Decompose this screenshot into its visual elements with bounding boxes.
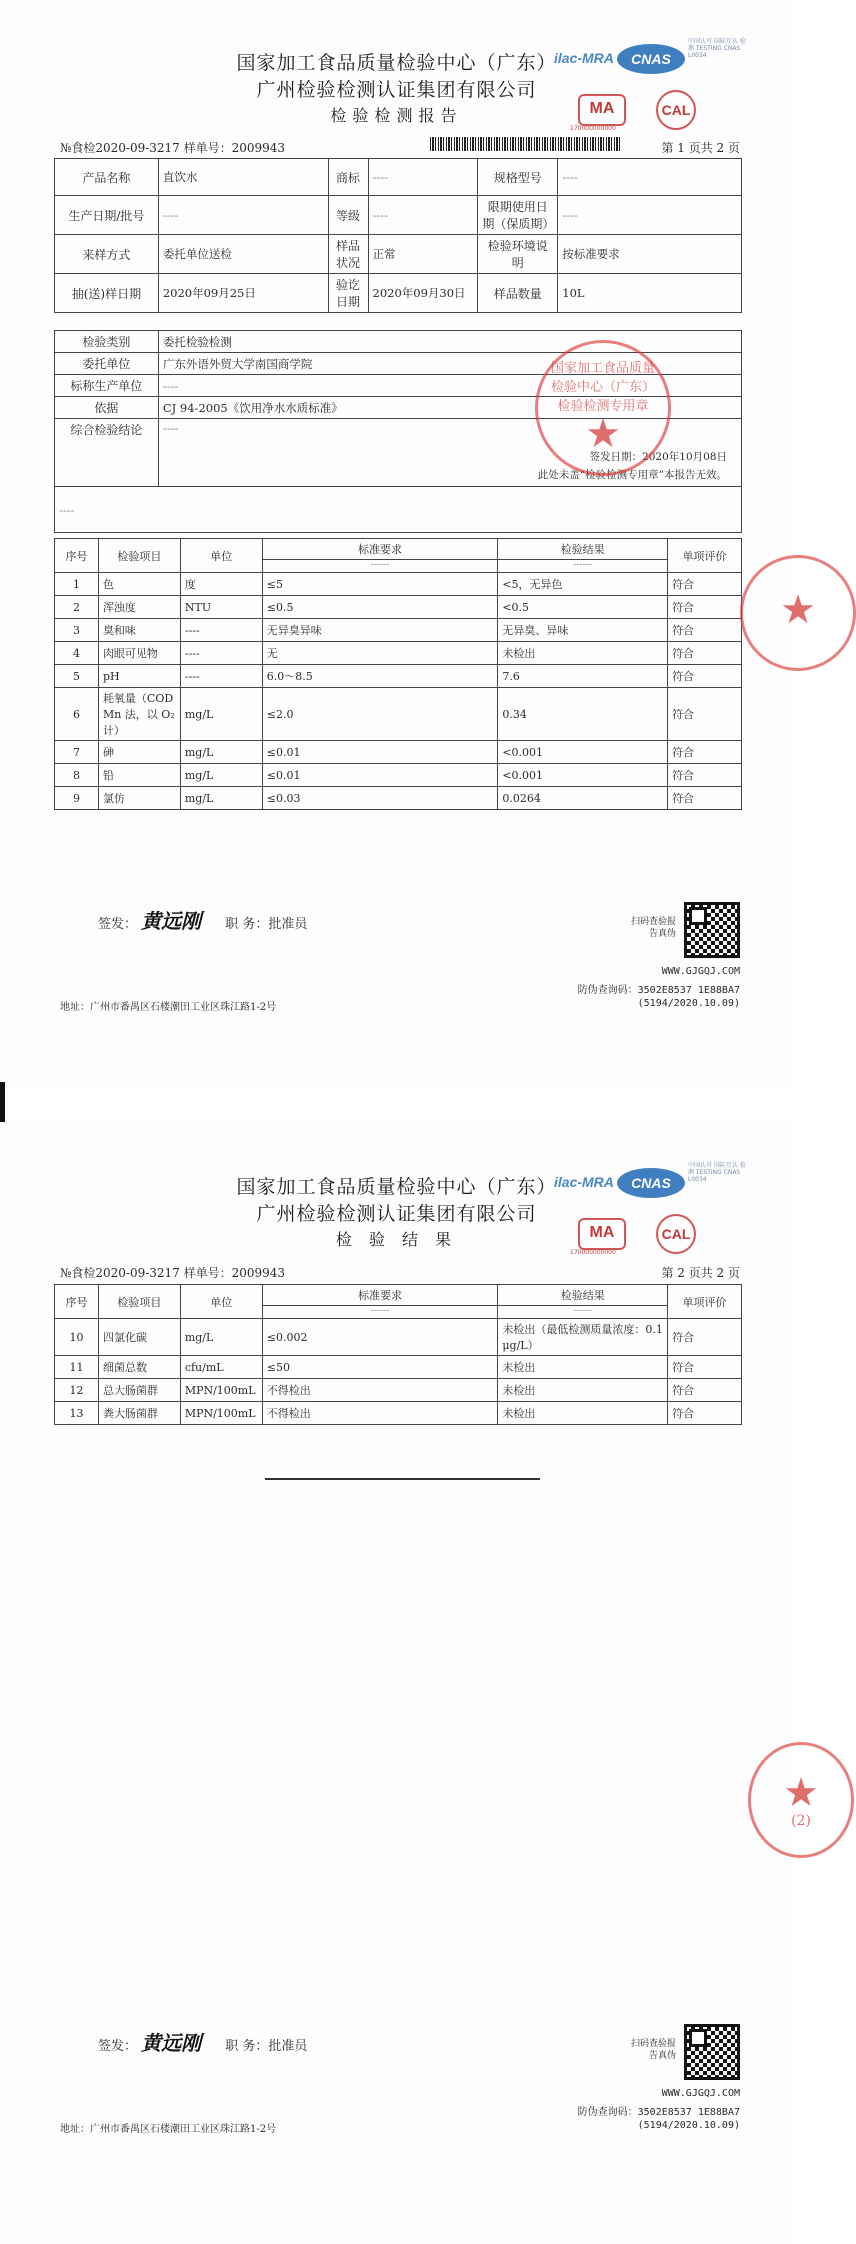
cell-std: 不得检出 — [262, 1379, 498, 1402]
cell-no: 11 — [55, 1356, 99, 1379]
table-row — [55, 787, 742, 810]
accreditation-logos — [548, 30, 748, 130]
cell-result: 7.6 — [498, 665, 668, 688]
spec: ---- — [558, 159, 742, 196]
col-result — [498, 539, 668, 573]
cell-no: 7 — [55, 741, 99, 764]
table-row — [55, 688, 742, 741]
table-row — [55, 619, 742, 642]
stamp-star-icon: ★ — [780, 587, 816, 633]
cell-item: 浑浊度 — [98, 596, 180, 619]
edge-mark — [0, 1082, 5, 1124]
table-row — [55, 573, 742, 596]
ma-number: 170000000000 — [570, 1249, 616, 1256]
cell-eval: 符合 — [668, 573, 742, 596]
cell-result: 未检出 — [498, 1379, 668, 1402]
cell-eval: 符合 — [668, 1356, 742, 1379]
type: 委托检验检测 — [158, 331, 741, 353]
stamp-star-icon: ★ — [585, 411, 621, 457]
header-line-1: 国家加工食品质量检验中心（广东） — [236, 52, 557, 74]
cnas-caption: 中国认可 国际互认 检测 TESTING CNAS L0034 — [688, 1162, 746, 1183]
cell-item: 总大肠菌群 — [98, 1379, 180, 1402]
stamp-star-icon: ★ — [783, 1770, 819, 1816]
ma-logo: MA — [578, 1218, 626, 1250]
ma-logo: MA — [578, 94, 626, 126]
qty: 10L — [558, 274, 742, 313]
table-row — [55, 596, 742, 619]
results-header-row — [55, 539, 742, 573]
product-name-label: 产品名称 — [55, 159, 159, 196]
cell-no: 10 — [55, 1319, 99, 1356]
cell-result: <0.001 — [498, 764, 668, 787]
cell-unit: mg/L — [180, 1319, 262, 1356]
cell-eval: 符合 — [668, 642, 742, 665]
cell-no: 4 — [55, 642, 99, 665]
cell-result: <0.5 — [498, 596, 668, 619]
cell-std: ≤0.5 — [262, 596, 498, 619]
report-page-2 — [0, 1122, 819, 2244]
spec-label: 规格型号 — [478, 159, 558, 196]
cell-item: 肉眼可见物 — [98, 642, 180, 665]
client-label: 委托单位 — [55, 353, 159, 375]
col-item: 检验项目 — [98, 1285, 180, 1319]
cell-std: 不得检出 — [262, 1402, 498, 1425]
cell-no: 5 — [55, 665, 99, 688]
cell-unit: ---- — [180, 665, 262, 688]
sample-info-table — [54, 158, 742, 313]
table-row — [55, 1319, 742, 1356]
results-header-row — [55, 1285, 742, 1319]
product-name: 直饮水 — [158, 159, 328, 196]
svg-text:CNAS: CNAS — [631, 1175, 671, 1191]
table-row — [55, 1402, 742, 1425]
results-body-page1 — [55, 573, 742, 810]
cell-unit: mg/L — [180, 787, 262, 810]
col-result-title: 检验结果 — [560, 543, 605, 556]
results-table-page1 — [54, 538, 742, 810]
col-unit: 单位 — [180, 1285, 262, 1319]
sampling: 委托单位送检 — [158, 235, 328, 274]
shelf: ---- — [558, 196, 742, 235]
cell-item: 耗氧量（COD Mn 法，以 O₂ 计） — [98, 688, 180, 741]
type-label: 检验类别 — [55, 331, 159, 353]
cell-unit: NTU — [180, 596, 262, 619]
basis-label: 依据 — [55, 397, 159, 419]
cell-unit: MPN/100mL — [180, 1402, 262, 1425]
conclusion-label: 综合检验结论 — [55, 419, 159, 487]
sign-label: 签发： — [98, 917, 138, 932]
qr-caption: 扫码查验报告真伪 — [630, 2039, 676, 2061]
sample-state-label: 样品状况 — [328, 235, 368, 274]
date: 2020年09月25日 — [158, 274, 328, 313]
env: 按标准要求 — [558, 235, 742, 274]
cell-item: pH — [98, 665, 180, 688]
site: WWW.GJGQJ.COM — [661, 2088, 740, 2099]
col-eval: 单项评价 — [668, 539, 742, 573]
cell-no: 8 — [55, 764, 99, 787]
cell-item: 细菌总数 — [98, 1356, 180, 1379]
cell-result: 未检出（最低检测质量浓度：0.1 μg/L） — [498, 1319, 668, 1356]
cell-unit: mg/L — [180, 688, 262, 741]
done: 2020年09月30日 — [368, 274, 478, 313]
notice: 此处未盖“检验检测专用章”本报告无效。 — [537, 469, 727, 481]
cell-unit: ---- — [180, 642, 262, 665]
col-std — [262, 539, 498, 573]
col-result-sub: ------ — [498, 559, 667, 570]
cell-item: 粪大肠菌群 — [98, 1402, 180, 1425]
date-label: 抽(送)样日期 — [55, 274, 159, 313]
col-no: 序号 — [55, 539, 99, 573]
cell-unit: mg/L — [180, 764, 262, 787]
trademark-label: 商标 — [328, 159, 368, 196]
env-label: 检验环境说明 — [478, 235, 558, 274]
cell-eval: 符合 — [668, 764, 742, 787]
cell-std: ≤5 — [262, 573, 498, 596]
cell-eval: 符合 — [668, 619, 742, 642]
cell-no: 3 — [55, 619, 99, 642]
col-std-sub: ------ — [263, 559, 498, 570]
cell-item: 砷 — [98, 741, 180, 764]
cell-item: 铅 — [98, 764, 180, 787]
page-gap — [0, 1085, 793, 1122]
col-unit: 单位 — [180, 539, 262, 573]
grade-label: 等级 — [328, 196, 368, 235]
cell-std: ≤0.002 — [262, 1319, 498, 1356]
table-row — [55, 1356, 742, 1379]
cell-std: ≤50 — [262, 1356, 498, 1379]
signature: 黄远刚 — [141, 909, 202, 933]
cell-unit: 度 — [180, 573, 262, 596]
ilac-logo: ilac-MRA — [554, 50, 614, 66]
report-number: №食检2020-09-3217 样单号：2009943 — [60, 1266, 286, 1280]
cell-std: 无异臭异味 — [262, 619, 498, 642]
col-result — [498, 1285, 668, 1319]
sample-state: 正常 — [368, 235, 478, 274]
version: (5194/2020.10.09) — [637, 2120, 740, 2131]
issue-date: 签发日期：2020年10月08日 — [589, 451, 727, 463]
svg-text:CNAS: CNAS — [631, 51, 671, 67]
cell-item: 氯仿 — [98, 787, 180, 810]
trademark: ---- — [368, 159, 478, 196]
col-std-title: 标准要求 — [358, 1289, 403, 1302]
cell-unit: ---- — [180, 619, 262, 642]
cell-item: 色 — [98, 573, 180, 596]
maker: ---- — [158, 375, 741, 397]
info-row — [55, 159, 742, 196]
results-title: 检 验 结 果 — [335, 1230, 458, 1249]
col-result-sub: ------ — [498, 1305, 667, 1316]
table-row — [55, 764, 742, 787]
cell-result: 0.34 — [498, 688, 668, 741]
report-page-1 — [0, 0, 816, 1122]
cell-std: 无 — [262, 642, 498, 665]
cell-eval: 符合 — [668, 665, 742, 688]
cal-logo: CAL — [656, 90, 696, 130]
col-std-title: 标准要求 — [358, 543, 403, 556]
cell-std: ≤0.01 — [262, 741, 498, 764]
stamp-text: 国家加工食品质量检验中心（广东）检验检测专用章 — [550, 361, 655, 414]
cell-unit: cfu/mL — [180, 1356, 262, 1379]
signer-role: 职 务：批准员 — [225, 2039, 308, 2054]
cell-unit: mg/L — [180, 741, 262, 764]
cell-item: 臭和味 — [98, 619, 180, 642]
col-no: 序号 — [55, 1285, 99, 1319]
info-row — [55, 235, 742, 274]
cell-no: 1 — [55, 573, 99, 596]
prod-date-label: 生产日期/批号 — [55, 196, 159, 235]
cell-no: 13 — [55, 1402, 99, 1425]
official-stamp-partial — [740, 555, 856, 671]
col-result-title: 检验结果 — [560, 1289, 605, 1302]
cell-eval: 符合 — [668, 1402, 742, 1425]
table-row — [55, 642, 742, 665]
cell-unit: MPN/100mL — [180, 1379, 262, 1402]
maker-label: 标称生产单位 — [55, 375, 159, 397]
prod-date: ---- — [158, 196, 328, 235]
cell-std: ≤0.03 — [262, 787, 498, 810]
table-row — [55, 665, 742, 688]
blank-row: ---- — [55, 487, 742, 533]
cnas-logo — [616, 1166, 686, 1200]
info-row — [55, 274, 742, 313]
cell-no: 12 — [55, 1379, 99, 1402]
anti-fake-code: 防伪查询码：3502E8537 1E88BA7 — [577, 985, 740, 996]
header-line-2: 广州检验检测认证集团有限公司 — [256, 1203, 537, 1225]
sign-label: 签发： — [98, 2039, 138, 2054]
cell-eval: 符合 — [668, 688, 742, 741]
cell-result: 0.0264 — [498, 787, 668, 810]
cell-no: 2 — [55, 596, 99, 619]
header-line-1: 国家加工食品质量检验中心（广东） — [236, 1176, 557, 1198]
done-label: 验讫日期 — [328, 274, 368, 313]
report-number: №食检2020-09-3217 样单号：2009943 — [60, 141, 286, 155]
cell-no: 9 — [55, 787, 99, 810]
cell-eval: 符合 — [668, 1379, 742, 1402]
report-title: 检验检测报告 — [330, 106, 463, 125]
signature-block — [98, 2027, 307, 2056]
anti-fake-code: 防伪查询码：3502E8537 1E88BA7 — [577, 2107, 740, 2118]
cell-eval: 符合 — [668, 596, 742, 619]
stamp-mark: (2) — [791, 1813, 811, 1829]
cell-eval: 符合 — [668, 741, 742, 764]
table-row — [55, 741, 742, 764]
cal-logo: CAL — [656, 1214, 696, 1254]
col-std — [262, 1285, 498, 1319]
results-body-page2 — [55, 1319, 742, 1425]
address: 地址：广州市番禺区石楼潮田工业区珠江路1-2号 — [60, 1002, 277, 1013]
col-std-sub: ------ — [263, 1305, 498, 1316]
basis: CJ 94-2005《饮用净水水质标准》 — [158, 397, 741, 419]
signature: 黄远刚 — [141, 2031, 202, 2055]
version: (5194/2020.10.09) — [637, 998, 740, 1009]
header-line-2: 广州检验检测认证集团有限公司 — [256, 79, 537, 101]
cell-result: 无异臭、异味 — [498, 619, 668, 642]
cell-std: ≤0.01 — [262, 764, 498, 787]
page-indicator: 第 2 页共 2 页 — [661, 1266, 740, 1280]
cell-result: 未检出 — [498, 642, 668, 665]
grade: ---- — [368, 196, 478, 235]
cell-result: <0.001 — [498, 741, 668, 764]
col-eval: 单项评价 — [668, 1285, 742, 1319]
cell-item: 四氯化碳 — [98, 1319, 180, 1356]
cell-result: 未检出 — [498, 1356, 668, 1379]
site: WWW.GJGQJ.COM — [661, 966, 740, 977]
ma-number: 170000000000 — [570, 125, 616, 132]
official-stamp-partial — [748, 1742, 854, 1858]
cell-eval: 符合 — [668, 787, 742, 810]
ilac-logo: ilac-MRA — [554, 1174, 614, 1190]
address: 地址：广州市番禺区石楼潮田工业区珠江路1-2号 — [60, 2124, 277, 2135]
signature-block — [98, 905, 307, 934]
official-stamp — [535, 340, 671, 476]
accreditation-logos — [548, 1154, 748, 1254]
conclusion: ---- — [162, 421, 179, 435]
sampling-label: 来样方式 — [55, 235, 159, 274]
cnas-logo — [616, 42, 686, 76]
col-item: 检验项目 — [98, 539, 180, 573]
info-row — [55, 487, 742, 533]
cell-std: 6.0～8.5 — [262, 665, 498, 688]
shelf-label: 限期使用日期（保质期） — [478, 196, 558, 235]
cnas-caption: 中国认可 国际互认 检测 TESTING CNAS L0034 — [688, 38, 746, 59]
cell-result: 未检出 — [498, 1402, 668, 1425]
signer-role: 职 务：批准员 — [225, 917, 308, 932]
cell-no: 6 — [55, 688, 99, 741]
qr-code[interactable] — [684, 902, 740, 958]
results-table-page2 — [54, 1284, 742, 1425]
qr-code[interactable] — [684, 2024, 740, 2080]
end-rule — [265, 1478, 540, 1480]
cell-std: ≤2.0 — [262, 688, 498, 741]
barcode — [430, 137, 620, 151]
qr-caption: 扫码查验报告真伪 — [630, 917, 676, 939]
cell-result: <5，无异色 — [498, 573, 668, 596]
info-row — [55, 196, 742, 235]
cell-eval: 符合 — [668, 1319, 742, 1356]
page-indicator: 第 1 页共 2 页 — [661, 141, 740, 155]
qty-label: 样品数量 — [478, 274, 558, 313]
table-row — [55, 1379, 742, 1402]
client: 广东外语外贸大学南国商学院 — [158, 353, 741, 375]
